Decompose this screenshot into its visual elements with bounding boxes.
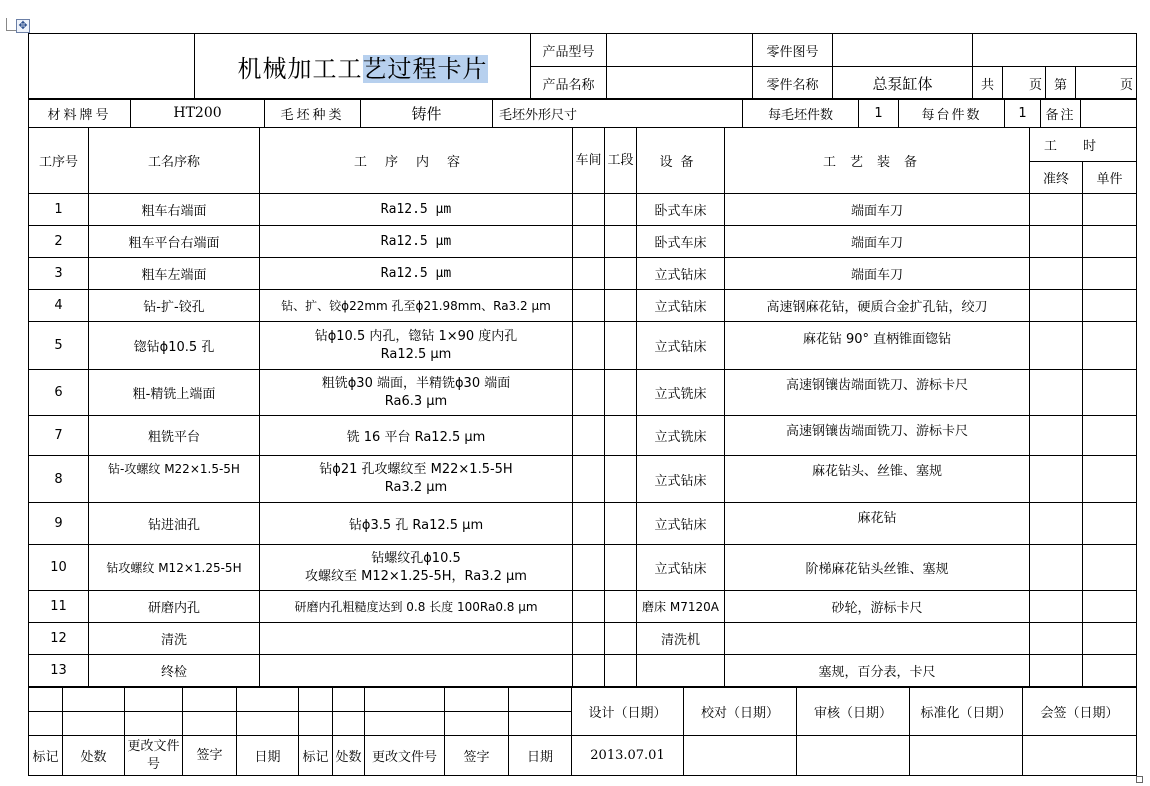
change-blank[interactable]	[509, 712, 572, 736]
row-prep-time[interactable]	[1030, 290, 1083, 322]
row-unit-time[interactable]	[1083, 416, 1137, 456]
row-name: 研磨内孔	[89, 591, 260, 623]
col-header-workshop: 车间	[573, 128, 605, 194]
change-blank[interactable]	[509, 688, 572, 712]
table-row	[29, 623, 1137, 655]
change-header-sign: 签字	[183, 736, 237, 776]
table-row	[29, 226, 1137, 258]
row-workshop[interactable]	[573, 290, 605, 322]
table-row	[29, 194, 1137, 226]
review-date-value[interactable]	[797, 736, 910, 776]
row-workshop[interactable]	[573, 503, 605, 545]
page-no-unit: 页	[1076, 67, 1137, 100]
row-unit-time[interactable]	[1083, 623, 1137, 655]
row-workshop[interactable]	[573, 623, 605, 655]
change-blank[interactable]	[445, 712, 509, 736]
row-content: 钻ϕ21 孔攻螺纹至 M22×1.5-5H Ra3.2 μm	[260, 456, 573, 503]
row-tooling: 端面车刀	[725, 194, 1030, 226]
change-blank[interactable]	[365, 712, 445, 736]
change-blank[interactable]	[29, 688, 63, 712]
row-name: 钻-扩-铰孔	[89, 290, 260, 322]
row-equipment: 卧式车床	[637, 226, 725, 258]
row-prep-time[interactable]	[1030, 623, 1083, 655]
row-equipment: 磨床 M7120A	[637, 591, 725, 623]
row-equipment: 立式钻床	[637, 456, 725, 503]
row-tooling	[725, 623, 1030, 655]
row-tooling: 端面车刀	[725, 258, 1030, 290]
table-move-handle-icon[interactable]: ✥	[16, 19, 30, 33]
col-header-equipment: 设备	[637, 128, 725, 194]
sign-review-label: 审核（日期）	[797, 688, 910, 736]
row-name: 粗铣平台	[89, 416, 260, 456]
table-row	[29, 290, 1137, 322]
check-date-value[interactable]	[684, 736, 797, 776]
change-blank[interactable]	[125, 688, 183, 712]
row-prep-time[interactable]	[1030, 503, 1083, 545]
row-unit-time[interactable]	[1083, 591, 1137, 623]
row-workshop[interactable]	[573, 194, 605, 226]
col-header-name: 工名序称	[89, 128, 260, 194]
row-unit-time[interactable]	[1083, 258, 1137, 290]
change-blank[interactable]	[445, 688, 509, 712]
change-header-sign-2: 签字	[445, 736, 509, 776]
row-equipment: 立式钻床	[637, 545, 725, 591]
row-section[interactable]	[605, 655, 637, 687]
row-name: 清洗	[89, 623, 260, 655]
row-workshop[interactable]	[573, 370, 605, 416]
col-header-seq: 工序号	[29, 128, 89, 194]
card-title: 机械加工工艺过程卡片	[195, 34, 531, 100]
change-header-doc-no: 更改文件号	[125, 736, 183, 776]
standard-date-value[interactable]	[910, 736, 1023, 776]
col-header-prep-time: 准终	[1030, 162, 1083, 194]
table-row	[29, 503, 1137, 545]
product-model-label: 产品型号	[531, 34, 607, 67]
row-name: 终检	[89, 655, 260, 687]
row-unit-time[interactable]	[1083, 370, 1137, 416]
table-row	[29, 545, 1137, 591]
row-content: 钻ϕ3.5 孔 Ra12.5 μm	[260, 503, 573, 545]
row-equipment: 卧式车床	[637, 194, 725, 226]
per-blank-value[interactable]: 1	[859, 99, 899, 128]
part-drawing-no-label: 零件图号	[753, 34, 833, 67]
change-blank[interactable]	[333, 712, 365, 736]
sign-standard-label: 标准化（日期）	[910, 688, 1023, 736]
remarks-label: 备注	[1041, 99, 1081, 128]
material-table	[28, 98, 1137, 128]
change-blank[interactable]	[183, 712, 237, 736]
row-content: 粗铣ϕ30 端面，半精铣ϕ30 端面 Ra6.3 μm	[260, 370, 573, 416]
row-section[interactable]	[605, 370, 637, 416]
row-seq: 10	[29, 545, 89, 591]
part-name-value[interactable]: 总泵缸体	[833, 67, 973, 100]
row-workshop[interactable]	[573, 545, 605, 591]
total-pages-label: 共	[973, 67, 1003, 100]
col-header-unit-time: 单件	[1083, 162, 1137, 194]
change-header-count-2: 处数	[333, 736, 365, 776]
col-header-section: 工段	[605, 128, 637, 194]
row-content: 钻螺纹孔ϕ10.5 攻螺纹至 M12×1.25-5H，Ra3.2 μm	[260, 545, 573, 591]
row-tooling: 高速钢麻花钻，硬质合金扩孔钻，绞刀	[725, 290, 1030, 322]
row-prep-time[interactable]	[1030, 655, 1083, 687]
per-unit-value[interactable]: 1	[1005, 99, 1041, 128]
row-seq: 3	[29, 258, 89, 290]
table-row	[29, 456, 1137, 503]
row-name: 钻进油孔	[89, 503, 260, 545]
row-workshop[interactable]	[573, 322, 605, 370]
row-tooling: 高速钢镶齿端面铣刀、游标卡尺	[725, 370, 1030, 416]
row-unit-time[interactable]	[1083, 545, 1137, 591]
row-seq: 11	[29, 591, 89, 623]
row-tooling: 高速钢镶齿端面铣刀、游标卡尺	[725, 416, 1030, 456]
header-table	[28, 33, 1137, 100]
change-header-date-2: 日期	[509, 736, 572, 776]
row-section[interactable]	[605, 194, 637, 226]
remarks-value[interactable]	[1081, 99, 1137, 128]
row-name: 粗车右端面	[89, 194, 260, 226]
row-seq: 6	[29, 370, 89, 416]
row-section[interactable]	[605, 290, 637, 322]
row-unit-time[interactable]	[1083, 655, 1137, 687]
sign-design-label: 设计（日期）	[572, 688, 684, 736]
row-prep-time[interactable]	[1030, 226, 1083, 258]
sign-check-label: 校对（日期）	[684, 688, 797, 736]
footer-table	[28, 687, 1137, 776]
material-grade-label: 材料牌号	[29, 99, 131, 128]
row-tooling: 端面车刀	[725, 226, 1030, 258]
row-equipment: 立式钻床	[637, 503, 725, 545]
change-blank[interactable]	[237, 688, 299, 712]
change-blank[interactable]	[125, 712, 183, 736]
row-section[interactable]	[605, 545, 637, 591]
row-equipment: 立式铣床	[637, 370, 725, 416]
row-section[interactable]	[605, 226, 637, 258]
row-equipment: 清洗机	[637, 623, 725, 655]
row-unit-time[interactable]	[1083, 290, 1137, 322]
row-equipment	[637, 655, 725, 687]
row-name: 钻攻螺纹 M12×1.25-5H	[89, 545, 260, 591]
row-equipment: 立式铣床	[637, 416, 725, 456]
row-tooling: 麻花钻 90° 直柄锥面锪钻	[725, 322, 1030, 370]
row-content: 钻ϕ10.5 内孔，锪钻 1×90 度内孔 Ra12.5 μm	[260, 322, 573, 370]
row-content	[260, 655, 573, 687]
row-workshop[interactable]	[573, 226, 605, 258]
design-date-value[interactable]: 2013.07.01	[572, 736, 684, 776]
blank-type-label: 毛坯种类	[265, 99, 361, 128]
row-section[interactable]	[605, 416, 637, 456]
row-seq: 5	[29, 322, 89, 370]
table-row	[29, 370, 1137, 416]
table-row	[29, 416, 1137, 456]
row-unit-time[interactable]	[1083, 322, 1137, 370]
row-name: 粗车平台右端面	[89, 226, 260, 258]
page-no-label: 第	[1046, 67, 1076, 100]
row-workshop[interactable]	[573, 456, 605, 503]
per-blank-label: 每毛坯件数	[743, 99, 859, 128]
row-tooling: 麻花钻	[725, 503, 1030, 545]
product-model-value[interactable]	[607, 34, 753, 67]
change-header-date: 日期	[237, 736, 299, 776]
row-seq: 8	[29, 456, 89, 503]
row-name: 粗-精铣上端面	[89, 370, 260, 416]
row-section[interactable]	[605, 591, 637, 623]
row-content: 铣 16 平台 Ra12.5 μm	[260, 416, 573, 456]
table-resize-handle[interactable]	[1136, 776, 1143, 783]
change-blank[interactable]	[29, 712, 63, 736]
row-section[interactable]	[605, 623, 637, 655]
table-row	[29, 591, 1137, 623]
row-unit-time[interactable]	[1083, 456, 1137, 503]
product-name-value[interactable]	[607, 67, 753, 100]
change-blank[interactable]	[333, 688, 365, 712]
row-prep-time[interactable]	[1030, 416, 1083, 456]
row-name: 锪钻ϕ10.5 孔	[89, 322, 260, 370]
header-blank-cell	[29, 34, 195, 100]
row-prep-time[interactable]	[1030, 545, 1083, 591]
change-blank[interactable]	[299, 712, 333, 736]
change-blank[interactable]	[183, 688, 237, 712]
row-content: Ra12.5 μm	[260, 194, 573, 226]
row-tooling: 砂轮，游标卡尺	[725, 591, 1030, 623]
row-name: 粗车左端面	[89, 258, 260, 290]
row-prep-time[interactable]	[1030, 322, 1083, 370]
table-row	[29, 655, 1137, 687]
row-prep-time[interactable]	[1030, 591, 1083, 623]
row-tooling: 塞规，百分表，卡尺	[725, 655, 1030, 687]
part-drawing-no-value[interactable]	[833, 34, 973, 67]
header-top-right-blank[interactable]	[973, 34, 1137, 67]
part-name-label: 零件名称	[753, 67, 833, 100]
countersign-date-value[interactable]	[1023, 736, 1137, 776]
change-header-doc-no-2: 更改文件号	[365, 736, 445, 776]
row-content: Ra12.5 μm	[260, 258, 573, 290]
row-unit-time[interactable]	[1083, 503, 1137, 545]
process-table	[28, 127, 1137, 687]
row-seq: 4	[29, 290, 89, 322]
row-workshop[interactable]	[573, 591, 605, 623]
row-workshop[interactable]	[573, 258, 605, 290]
row-prep-time[interactable]	[1030, 456, 1083, 503]
row-section[interactable]	[605, 503, 637, 545]
product-name-label: 产品名称	[531, 67, 607, 100]
row-seq: 9	[29, 503, 89, 545]
col-header-tooling: 工艺装备	[725, 128, 1030, 194]
row-seq: 1	[29, 194, 89, 226]
row-content: 研磨内孔粗糙度达到 0.8 长度 100Ra0.8 μm	[260, 591, 573, 623]
row-equipment: 立式钻床	[637, 290, 725, 322]
row-content: Ra12.5 μm	[260, 226, 573, 258]
row-tooling: 麻花钻头、丝锥、塞规	[725, 456, 1030, 503]
row-tooling: 阶梯麻花钻头丝锥、塞规	[725, 545, 1030, 591]
row-prep-time[interactable]	[1030, 258, 1083, 290]
row-seq: 2	[29, 226, 89, 258]
row-prep-time[interactable]	[1030, 370, 1083, 416]
blank-type-value[interactable]: 铸件	[361, 99, 493, 128]
row-section[interactable]	[605, 322, 637, 370]
change-blank[interactable]	[365, 688, 445, 712]
row-unit-time[interactable]	[1083, 194, 1137, 226]
row-section[interactable]	[605, 456, 637, 503]
blank-size-label: 毛坯外形尺寸	[493, 99, 743, 128]
total-pages-unit: 页	[1003, 67, 1046, 100]
change-blank[interactable]	[63, 688, 125, 712]
row-seq: 13	[29, 655, 89, 687]
change-header-count: 处数	[63, 736, 125, 776]
row-name: 钻-攻螺纹 M22×1.5-5H	[89, 456, 260, 503]
material-grade-value[interactable]: HT200	[131, 99, 265, 128]
col-header-time: 工时	[1030, 128, 1137, 162]
row-workshop[interactable]	[573, 655, 605, 687]
row-seq: 7	[29, 416, 89, 456]
row-unit-time[interactable]	[1083, 226, 1137, 258]
row-equipment: 立式钻床	[637, 258, 725, 290]
change-blank[interactable]	[63, 712, 125, 736]
table-row	[29, 258, 1137, 290]
change-blank[interactable]	[299, 688, 333, 712]
row-prep-time[interactable]	[1030, 194, 1083, 226]
change-blank[interactable]	[237, 712, 299, 736]
change-header-mark: 标记	[29, 736, 63, 776]
table-row	[29, 322, 1137, 370]
change-header-mark-2: 标记	[299, 736, 333, 776]
row-section[interactable]	[605, 258, 637, 290]
col-header-content: 工序内容	[260, 128, 573, 194]
row-content	[260, 623, 573, 655]
row-workshop[interactable]	[573, 416, 605, 456]
row-seq: 12	[29, 623, 89, 655]
per-unit-label: 每台件数	[899, 99, 1005, 128]
row-content: 钻、扩、铰ϕ22mm 孔至ϕ21.98mm、Ra3.2 μm	[260, 290, 573, 322]
sign-countersign-label: 会签（日期）	[1023, 688, 1137, 736]
row-equipment: 立式钻床	[637, 322, 725, 370]
